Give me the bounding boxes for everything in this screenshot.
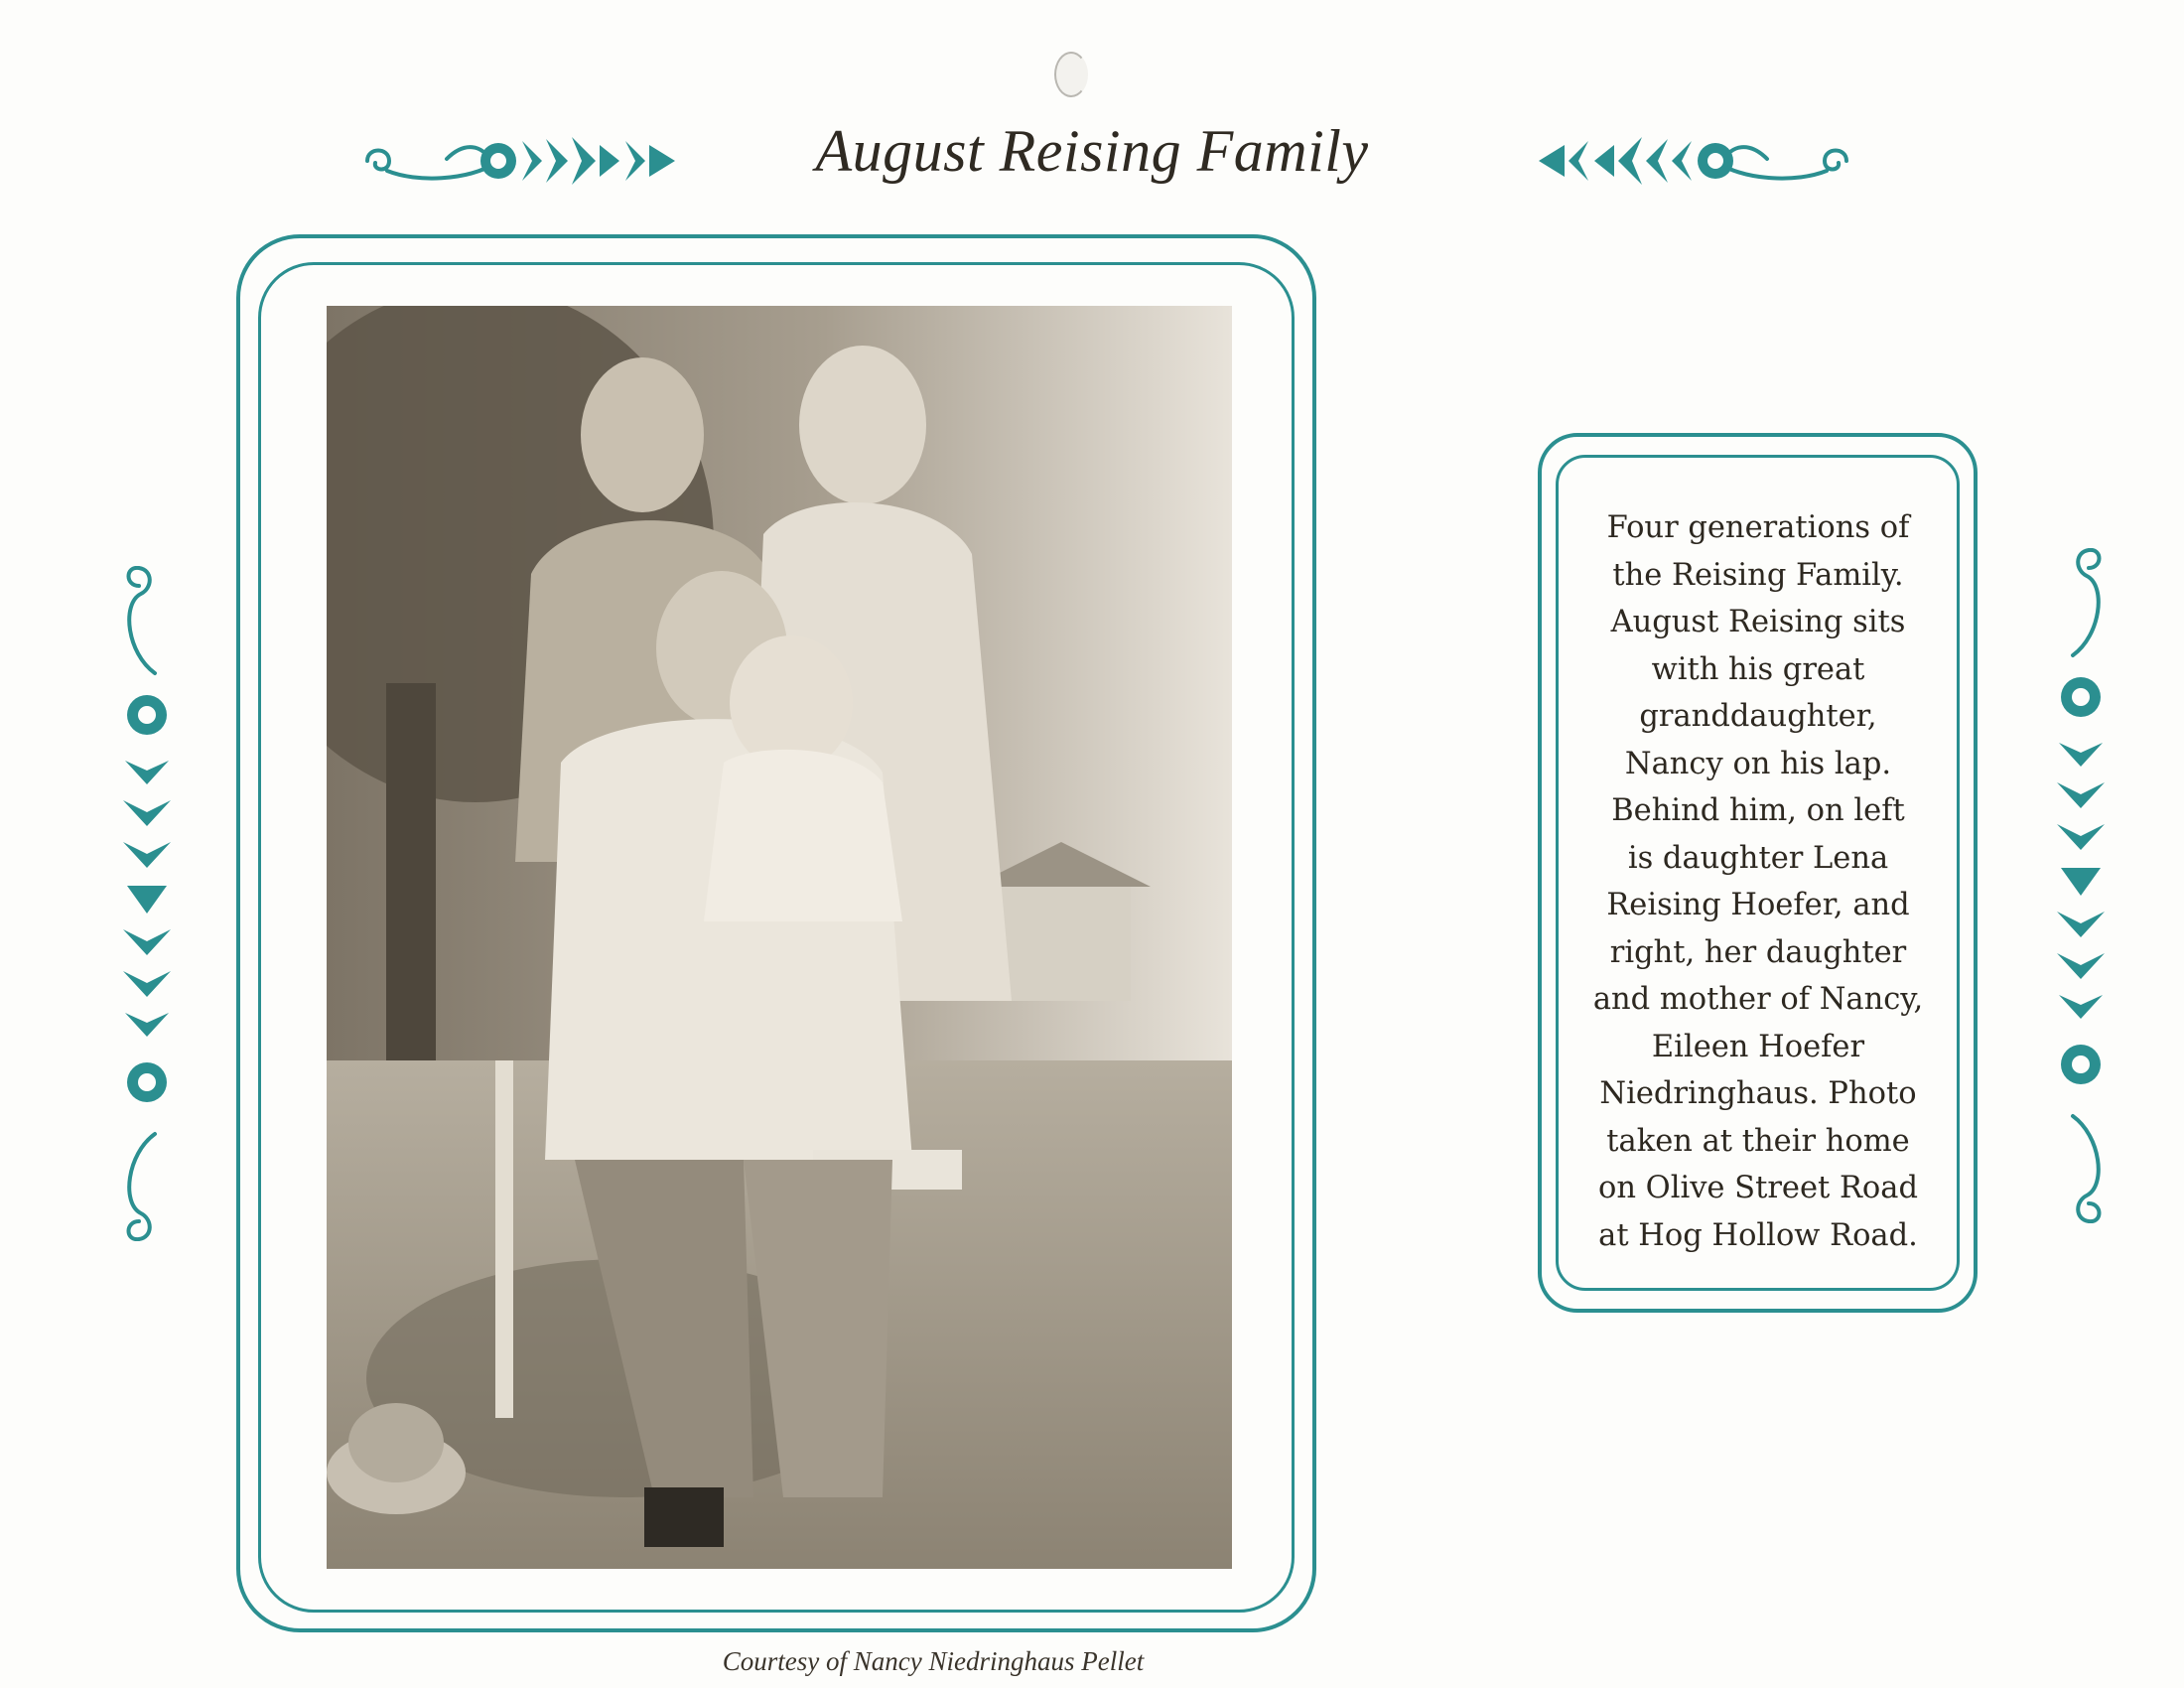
caption-line: Nancy on his lap. — [1624, 746, 1892, 781]
caption-line: Behind him, on left — [1611, 793, 1905, 828]
scroll-ornament-icon — [105, 566, 185, 1241]
caption-line: and mother of Nancy, — [1592, 982, 1924, 1017]
caption-line: right, her daughter — [1609, 934, 1907, 970]
scroll-ornament-icon — [1529, 131, 1866, 191]
caption-line: the Reising Family. — [1612, 557, 1904, 593]
caption-line: Four generations of — [1606, 510, 1910, 545]
photo-credit: Courtesy of Nancy Niedringhaus Pellet — [722, 1646, 1145, 1676]
page-title: August Reising Family — [815, 118, 1369, 184]
binder-hole — [1054, 52, 1088, 97]
caption-line: taken at their home — [1606, 1123, 1910, 1159]
scroll-ornament-icon — [347, 131, 685, 191]
caption-line: is daughter Lena — [1627, 840, 1889, 876]
caption-line: at Hog Hollow Road. — [1598, 1217, 1918, 1253]
caption-line: Niedringhaus. Photo — [1599, 1076, 1917, 1111]
caption-line: August Reising sits — [1610, 605, 1906, 639]
family-photo — [327, 306, 1232, 1569]
caption-line: with his great — [1651, 651, 1865, 687]
photo-caption — [1569, 504, 1948, 1259]
caption-line: granddaughter, — [1639, 699, 1877, 734]
scroll-ornament-icon — [2043, 548, 2122, 1223]
caption-line: Eileen Hoefer — [1651, 1029, 1865, 1064]
caption-line: on Olive Street Road — [1597, 1171, 1918, 1205]
caption-line: Reising Hoefer, and — [1606, 888, 1910, 922]
